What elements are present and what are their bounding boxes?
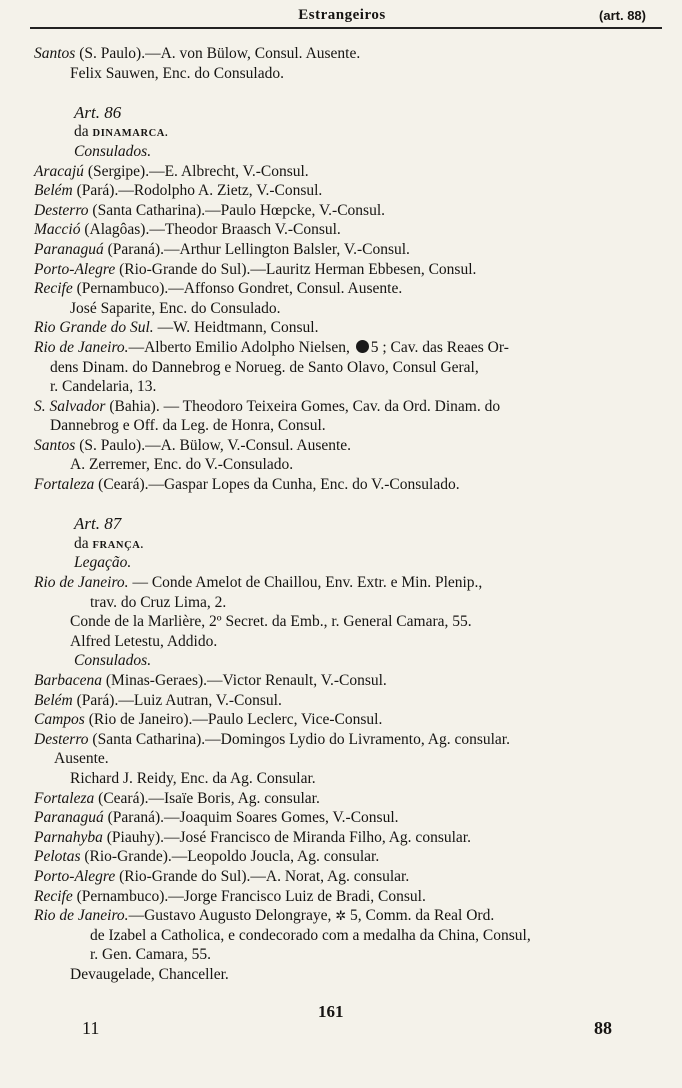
entry-line: Pelotas (Rio-Grande).—Leopoldo Joucla, Ag. consular. xyxy=(34,848,380,866)
entry-line: Alfred Letestu, Addido. xyxy=(70,632,218,650)
header-rule xyxy=(30,27,662,29)
entry-line: Conde de la Marlière, 2º Secret. da Emb., r. General Camara, 55. xyxy=(70,613,472,631)
article-heading: Art. 87 xyxy=(74,514,122,534)
entry-line: Ausente. xyxy=(54,750,109,768)
entry-line: Rio de Janeiro.—Gustavo Augusto Delongraye, ✲ 5, Comm. da Real Ord. xyxy=(34,907,495,925)
entry-line: de Izabel a Catholica, e condecorado com a medalha da China, Consul, xyxy=(90,926,531,944)
entry-line: Recife (Pernambuco).—Jorge Francisco Luiz de Bradi, Consul. xyxy=(34,887,426,905)
page-body xyxy=(34,44,666,985)
entry-line: S. Salvador (Bahia). — Theodoro Teixeira Gomes, Cav. da Ord. Dinam. do xyxy=(34,397,501,415)
entry-line: Santos (S. Paulo).—A. Bülow, V.-Consul. Ausente. xyxy=(34,436,352,454)
entry-line: Rio de Janeiro. — Conde Amelot de Chaillou, Env. Extr. e Min. Plenip., xyxy=(34,574,483,592)
entry-line: Recife (Pernambuco).—Affonso Gondret, Consul. Ausente. xyxy=(34,280,403,298)
country-heading: da DINAMARCA. xyxy=(74,123,169,141)
entry-line: Fortaleza (Ceará).—Gaspar Lopes da Cunha, Enc. do V.-Consulado. xyxy=(34,476,460,494)
entry-line: r. Candelaria, 13. xyxy=(50,378,157,396)
folio-number: 88 xyxy=(594,1018,612,1038)
section-heading: Legação. xyxy=(74,554,132,572)
signature-number: 11 xyxy=(82,1018,100,1038)
order-medal-icon xyxy=(356,340,369,353)
entry-line: Belém (Pará).—Luiz Autran, V.-Consul. xyxy=(34,691,282,709)
entry-line: Barbacena (Minas-Geraes).—Victor Renault, V.-Consul. xyxy=(34,672,387,689)
entry-line: José Saparite, Enc. do Consulado. xyxy=(70,299,281,317)
section-heading: Consulados. xyxy=(74,142,152,160)
header-article-ref: (art. 88) xyxy=(599,8,646,23)
entry-line: Devaugelade, Chanceller. xyxy=(70,965,229,983)
entry-line: r. Gen. Camara, 55. xyxy=(90,946,211,964)
entry-line: Dannebrog e Off. da Leg. de Honra, Consul. xyxy=(50,417,326,435)
page-number: 161 xyxy=(318,1002,344,1021)
entry-line: Rio Grande do Sul. —W. Heidtmann, Consul. xyxy=(34,319,319,337)
entry-line: Richard J. Reidy, Enc. da Ag. Consular. xyxy=(70,769,316,787)
entry-line: Campos (Rio de Janeiro).—Paulo Leclerc, Vice-Consul. xyxy=(34,711,383,729)
article-heading: Art. 86 xyxy=(74,102,122,122)
entry-line: Belém (Pará).—Rodolpho A. Zietz, V.-Consul. xyxy=(34,182,323,200)
entry-line: trav. do Cruz Lima, 2. xyxy=(90,593,227,611)
entry-line: A. Zerremer, Enc. do V.-Consulado. xyxy=(70,456,294,474)
entry-line: Parnahyba (Piauhy).—José Francisco de Miranda Filho, Ag. consular. xyxy=(34,828,471,846)
entry-line: Porto-Alegre (Rio-Grande do Sul).—A. Norat, Ag. consular. xyxy=(34,867,410,885)
text-line: Felix Sauwen, Enc. do Consulado. xyxy=(70,64,284,82)
entry-line: Fortaleza (Ceará).—Isaïe Boris, Ag. consular. xyxy=(34,789,320,807)
country-heading: da FRANÇA. xyxy=(74,534,144,552)
running-header xyxy=(24,4,660,28)
entry-line: Rio de Janeiro.—Alberto Emilio Adolpho Nielsen, 5 ; Cav. das Reaes Or- xyxy=(34,338,509,356)
entry-line: dens Dinam. do Dannebrog e Norueg. de Santo Olavo, Consul Geral, xyxy=(50,358,479,376)
entry-line: Desterro (Santa Catharina).—Domingos Lydio do Livramento, Ag. consular. xyxy=(34,730,510,748)
text-line: Santos (S. Paulo).—A. von Bülow, Consul. Ausente. xyxy=(34,45,361,62)
entry-line: Macció (Alagôas).—Theodor Braasch V.-Consul. xyxy=(34,221,341,239)
entry-line: Desterro (Santa Catharina).—Paulo Hœpcke, V.-Consul. xyxy=(34,201,385,219)
entry-line: Paranaguá (Paraná).—Joaquim Soares Gomes, V.-Consul. xyxy=(34,809,399,827)
page-footer xyxy=(0,1002,682,1048)
entry-line: Paranaguá (Paraná).—Arthur Lellington Balsler, V.-Consul. xyxy=(34,240,410,258)
order-star-icon: ✲ xyxy=(335,908,347,924)
section-heading: Consulados. xyxy=(74,652,152,670)
entry-line: Aracajú (Sergipe).—E. Albrecht, V.-Consul. xyxy=(34,162,309,180)
entry-line: Porto-Alegre (Rio-Grande do Sul).—Lauritz Herman Ebbesen, Consul. xyxy=(34,260,477,278)
header-title: Estrangeiros xyxy=(298,7,386,23)
